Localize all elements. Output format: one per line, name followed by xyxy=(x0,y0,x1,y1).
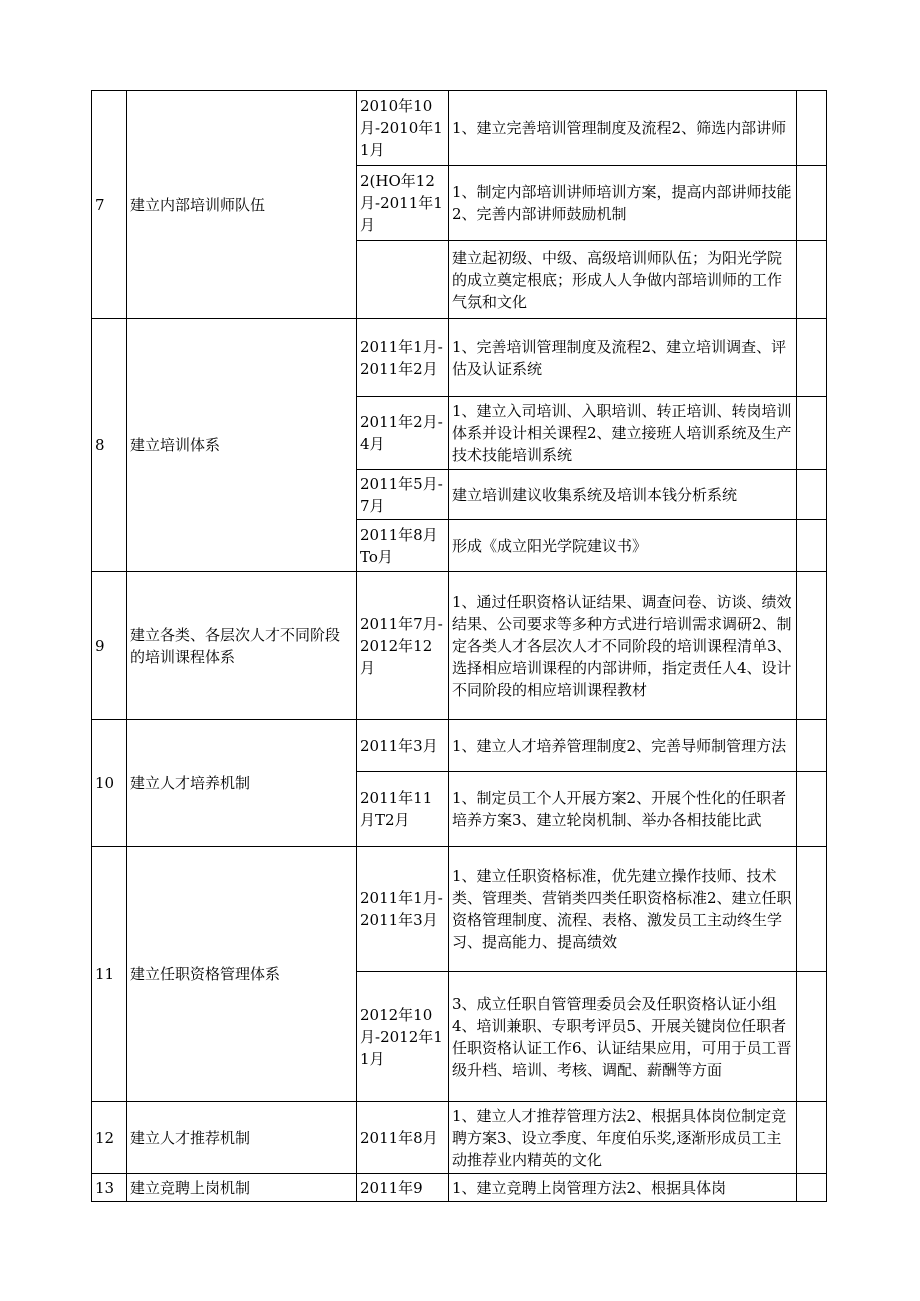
plan-content: 1、建立竞聘上岗管理方法2、根据具体岗 xyxy=(449,1174,797,1202)
time-period: 2011年3月 xyxy=(357,720,449,772)
row-number: 11 xyxy=(92,847,127,1102)
time-period: 2011年1月-2011年3月 xyxy=(357,847,449,972)
time-period: 2(HO年12月-2011年1月 xyxy=(357,166,449,241)
table-row xyxy=(92,1174,827,1202)
remark-cell xyxy=(797,772,827,847)
row-number: 10 xyxy=(92,720,127,847)
remark-cell xyxy=(797,397,827,470)
remark-cell xyxy=(797,166,827,241)
plan-content: 1、建立完善培训管理制度及流程2、筛选内部讲师 xyxy=(449,91,797,166)
task-name: 建立人才培养机制 xyxy=(127,720,357,847)
task-name: 建立竞聘上岗机制 xyxy=(127,1174,357,1202)
row-number: 8 xyxy=(92,319,127,572)
time-period: 2011年1月-2011年2月 xyxy=(357,319,449,397)
work-plan-table xyxy=(91,90,827,1202)
row-number: 9 xyxy=(92,572,127,720)
time-period xyxy=(357,241,449,319)
table-row xyxy=(92,720,827,772)
time-period: 2011年8月To月 xyxy=(357,520,449,572)
remark-cell xyxy=(797,1102,827,1174)
plan-content: 1、建立入司培训、入职培训、转正培训、转岗培训体系并设计相关课程2、建立接班人培训系统及生产技术技能培训系统 xyxy=(449,397,797,470)
remark-cell xyxy=(797,520,827,572)
plan-content: 1、建立任职资格标准，优先建立操作技师、技术类、管理类、营销类四类任职资格标准2、建立任职资格管理制度、流程、表格、激发员工主动终生学习、提高能力、提高绩效 xyxy=(449,847,797,972)
row-number: 7 xyxy=(92,91,127,319)
task-name: 建立内部培训师队伍 xyxy=(127,91,357,319)
time-period: 2011年11月T2月 xyxy=(357,772,449,847)
remark-cell xyxy=(797,572,827,720)
plan-content: 1、制定员工个人开展方案2、开展个性化的任职者培养方案3、建立轮岗机制、举办各相技能比武 xyxy=(449,772,797,847)
table-row xyxy=(92,847,827,972)
time-period: 2010年10月-2010年11月 xyxy=(357,91,449,166)
plan-content: 1、制定内部培训讲师培训方案，提高内部讲师技能2、完善内部讲师鼓励机制 xyxy=(449,166,797,241)
table-row xyxy=(92,572,827,720)
row-number: 13 xyxy=(92,1174,127,1202)
remark-cell xyxy=(797,241,827,319)
plan-content: 1、建立人才培养管理制度2、完善导师制管理方法 xyxy=(449,720,797,772)
remark-cell xyxy=(797,470,827,520)
remark-cell xyxy=(797,972,827,1102)
plan-content: 1、建立人才推荐管理方法2、根据具体岗位制定竞聘方案3、设立季度、年度伯乐奖,逐渐形成员工主动推荐业内精英的文化 xyxy=(449,1102,797,1174)
task-name: 建立培训体系 xyxy=(127,319,357,572)
remark-cell xyxy=(797,1174,827,1202)
time-period: 2011年8月 xyxy=(357,1102,449,1174)
table-row xyxy=(92,1102,827,1174)
plan-content: 形成《成立阳光学院建议书》 xyxy=(449,520,797,572)
remark-cell xyxy=(797,847,827,972)
plan-content: 建立培训建议收集系统及培训本钱分析系统 xyxy=(449,470,797,520)
time-period: 2011年9 xyxy=(357,1174,449,1202)
work-plan-table-body xyxy=(92,91,827,1202)
remark-cell xyxy=(797,91,827,166)
remark-cell xyxy=(797,720,827,772)
table-row xyxy=(92,319,827,397)
plan-content: 1、完善培训管理制度及流程2、建立培训调查、评估及认证系统 xyxy=(449,319,797,397)
plan-content: 建立起初级、中级、高级培训师队伍；为阳光学院的成立奠定根底；形成人人争做内部培训师的工作气氛和文化 xyxy=(449,241,797,319)
time-period: 2011年5月-7月 xyxy=(357,470,449,520)
time-period: 2011年7月-2012年12月 xyxy=(357,572,449,720)
remark-cell xyxy=(797,319,827,397)
task-name: 建立人才推荐机制 xyxy=(127,1102,357,1174)
table-row xyxy=(92,91,827,166)
task-name: 建立各类、各层次人才不同阶段的培训课程体系 xyxy=(127,572,357,720)
task-name: 建立任职资格管理体系 xyxy=(127,847,357,1102)
time-period: 2012年10月-2012年11月 xyxy=(357,972,449,1102)
row-number: 12 xyxy=(92,1102,127,1174)
plan-content: 3、成立任职自管管理委员会及任职资格认证小组4、培训兼职、专职考评员5、开展关键岗位任职者任职资格认证工作6、认证结果应用，可用于员工晋级升档、培训、考核、调配、薪酬等方面 xyxy=(449,972,797,1102)
time-period: 2011年2月-4月 xyxy=(357,397,449,470)
plan-content: 1、通过任职资格认证结果、调查问卷、访谈、绩效结果、公司要求等多种方式进行培训需求调研2、制定各类人才各层次人才不同阶段的培训课程清单3、选择相应培训课程的内部讲师，指定责任人4、设计不同阶段的相应培训课程教材 xyxy=(449,572,797,720)
